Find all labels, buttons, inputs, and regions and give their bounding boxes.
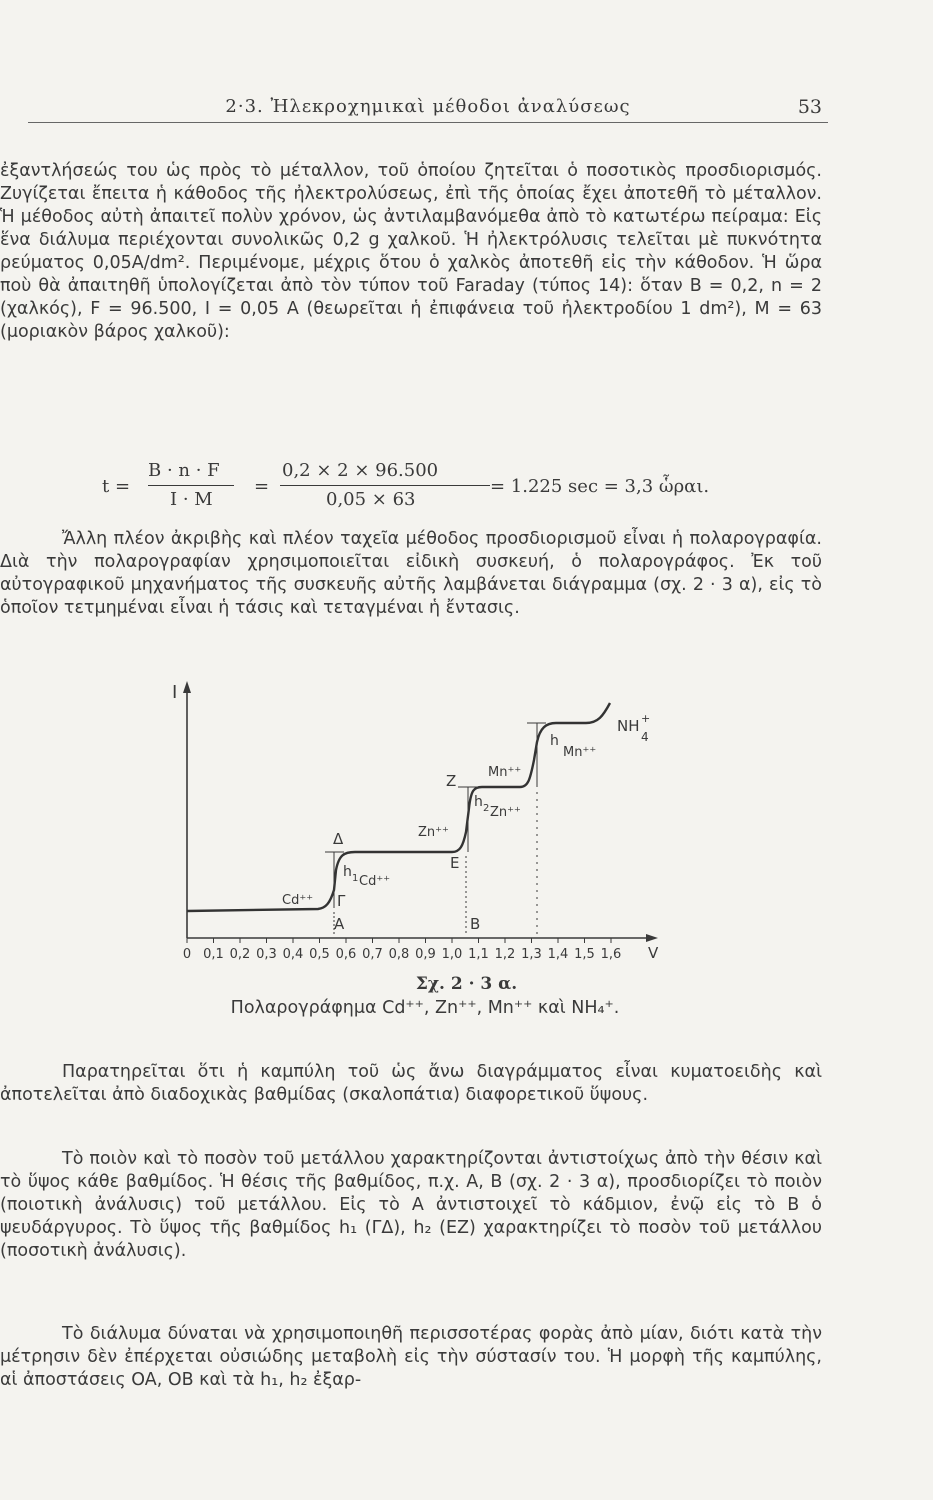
x-tick-label: 0,1 <box>203 947 224 962</box>
formula-denominator-numeric: 0,05 × 63 <box>326 489 416 510</box>
h-mn-ion-label: Mn⁺⁺ <box>563 745 597 760</box>
h1-subscript: 1 <box>352 873 359 884</box>
y-axis-label: I <box>172 682 178 703</box>
nh4-charge: + <box>641 712 651 725</box>
h1-label: h <box>343 864 352 880</box>
formula-numerator-numeric: 0,2 × 2 × 96.500 <box>282 460 439 481</box>
x-tick-label: 1,0 <box>441 947 463 962</box>
x-tick-label: 1,3 <box>521 947 542 962</box>
x-tick-label: 1,1 <box>468 947 489 962</box>
x-tick-label: 0,8 <box>388 947 410 962</box>
x-tick-label: 0,2 <box>229 947 251 962</box>
paragraph-curve-shape: Παρατηρεῖται ὅτι ἡ καμπύλη τοῦ ὡς ἄνω διαγράμματος εἶναι κυματοειδὴς καὶ ἀποτελεῖται ἀπὸ διαδοχικὰς βαθμίδας (σκαλοπάτια) διαφορετικοῦ ὕψους. <box>0 1062 822 1105</box>
x-tick-label: 1,6 <box>600 947 622 962</box>
x-axis-ticks <box>183 938 621 962</box>
zeta-label: Z <box>446 772 457 790</box>
alpha-label: A <box>334 915 345 933</box>
x-axis-unit: V <box>648 944 659 962</box>
x-tick-label: 0,5 <box>309 947 330 962</box>
chapter-title: 2·3. Ἠλεκροχημικαὶ μέθοδοι ἀναλύσεως <box>225 96 631 117</box>
h2-label: h <box>474 794 483 810</box>
x-tick-label: 0,6 <box>335 947 357 962</box>
paragraph-reuse: Τὸ διάλυμα δύναται νὰ χρησιμοποιηθῆ περισσοτέρας φορὰς ἀπὸ μίαν, διότι κατὰ τὴν μέτρησιν δὲν ἐπέρχεται οὐσιώδης μεταβολὴ εἰς τὴν σύστασίν του. Ἡ μορφὴ τῆς καμπύλης, αἱ ἀποστάσεις OA, OB καὶ τὰ h₁, h₂ ἐξαρ- <box>0 1324 822 1390</box>
delta-label: Δ <box>333 830 344 848</box>
x-tick-label: 0,3 <box>256 947 277 962</box>
x-tick-label: 0,4 <box>282 947 304 962</box>
zn-ion-label: Zn⁺⁺ <box>418 825 449 840</box>
paragraph-faraday-example: ἐξαντλήσεώς του ὡς πρὸς τὸ μέταλλον, τοῦ ὁποίου ζητεῖται ὁ ποσοτικὸς προσδιορισμός. Ζυγίζεται ἔπειτα ἡ κάθοδος τῆς ἠλεκτρολύσεως, ἐπὶ τῆς ὁποίας ἔχει ἀποτεθῆ τὸ μέταλλον. Ἡ μέθοδος αὐτὴ ἀπαιτεῖ πολὺν χρόνον, ὡς ἀντιλαμβανόμεθα ἀπὸ τὸ κατωτέρω πείραμα: Εἰς ἕνα διάλυμα περιέχονται συνολικῶς 0,2 g χαλκοῦ. Ἡ ἠλεκτρόλυσις τελεῖται μὲ πυκνότητα ρεύματος 0,05A/dm². Περιμένομε, μέχρις ὅτου ὁ χαλκὸς ἀποτεθῆ εἰς τὴν κάθοδον. Ἡ ὥρα ποὺ θὰ ἀπαιτηθῆ ὑπολογίζεται ἀπὸ τὸν τύπον τοῦ Faraday (τύπος 14): ὅταν B = 0,2, n = 2 (χαλκός), F = 96.500, I = 0,05 A (θεωρεῖται ἡ ἐπιφάνεια τοῦ ἠλεκτροδίου 1 dm²), M = 63 (μοριακὸν βάρος χαλκοῦ): <box>0 161 822 342</box>
h2-ion-label: Zn⁺⁺ <box>490 805 521 820</box>
formula-denominator-symbolic: I · M <box>170 489 213 510</box>
paragraph-qualitative-quantitative: Τὸ ποιὸν καὶ τὸ ποσὸν τοῦ μετάλλου χαρακτηρίζονται ἀντιστοίχως ἀπὸ τὴν θέσιν καὶ τὸ ὕψος κάθε βαθμίδος. Ἡ θέσις τῆς βαθμίδος, π.χ. A, B (σχ. 2 · 3 α), προσδιορίζει τὸ ποιὸν (ποιοτικὴ ἀνάλυσις) τοῦ μετάλλου. Εἰς τὸ A ἀντιστοιχεῖ τὸ κάδμιον, ἐνῷ εἰς τὸ B ὁ ψευδάργυρος. Τὸ ὕψος τῆς βαθμίδος h₁ (ΓΔ), h₂ (ΕΖ) χαρακτηρίζει τὸ ποσὸν τοῦ μετάλλου (ποσοτικὴ ἀνάλυσις). <box>0 1149 822 1261</box>
nh4-subscript: 4 <box>641 730 649 744</box>
paragraph-polarography-intro: Ἄλλη πλέον ἀκριβὴς καὶ πλέον ταχεῖα μέθοδος προσδιορισμοῦ εἶναι ἡ πολαρογραφία. Διὰ τὴν πολαρογραφίαν χρησιμοποιεῖται εἰδικὴ συσκευή, ὁ πολαρογράφος. Ἐκ τοῦ αὐτογραφικοῦ μηχανήματος τῆς συσκευῆς αὐτῆς λαμβάνεται διάγραμμα (σχ. 2 · 3 α), εἰς τὸ ὁποῖον τετμημέναι εἶναι ἡ τάσις καὶ τεταγμέναι ἡ ἔντασις. <box>0 529 822 618</box>
x-tick-label: 1,2 <box>494 947 516 962</box>
x-tick-label: 0,9 <box>415 947 436 962</box>
beta-label: B <box>470 915 481 933</box>
gamma-label: Γ <box>337 892 346 910</box>
h-mn-label: h <box>550 733 559 749</box>
x-tick-label: 0,7 <box>362 947 383 962</box>
h1-ion-label: Cd⁺⁺ <box>359 874 391 889</box>
formula-numerator-symbolic: B · n · F <box>148 460 220 481</box>
epsilon-label: E <box>450 854 460 872</box>
page-number: 53 <box>797 96 822 118</box>
cd-ion-label: Cd⁺⁺ <box>282 893 314 908</box>
polarographic-curve <box>187 703 610 911</box>
x-tick-label: 0 <box>182 947 192 962</box>
x-tick-label: 1,5 <box>574 947 595 962</box>
x-axis-arrowhead <box>646 934 658 942</box>
figure-number: Σχ. 2 · 3 α. <box>415 974 518 994</box>
h2-subscript: 2 <box>483 803 490 814</box>
formula-result: = 1.225 sec = 3,3 ὧραι. <box>490 476 710 497</box>
figure-caption: Πολαρογράφημα Cd⁺⁺, Zn⁺⁺, Mn⁺⁺ καὶ NH₄⁺. <box>230 998 620 1018</box>
mn-ion-label: Mn⁺⁺ <box>488 765 522 780</box>
x-tick-label: 1,4 <box>547 947 569 962</box>
formula-lhs: t = <box>102 476 131 497</box>
nh4-label: NH <box>617 717 640 735</box>
y-axis-arrowhead <box>183 681 191 693</box>
formula-equals: = <box>254 476 270 497</box>
